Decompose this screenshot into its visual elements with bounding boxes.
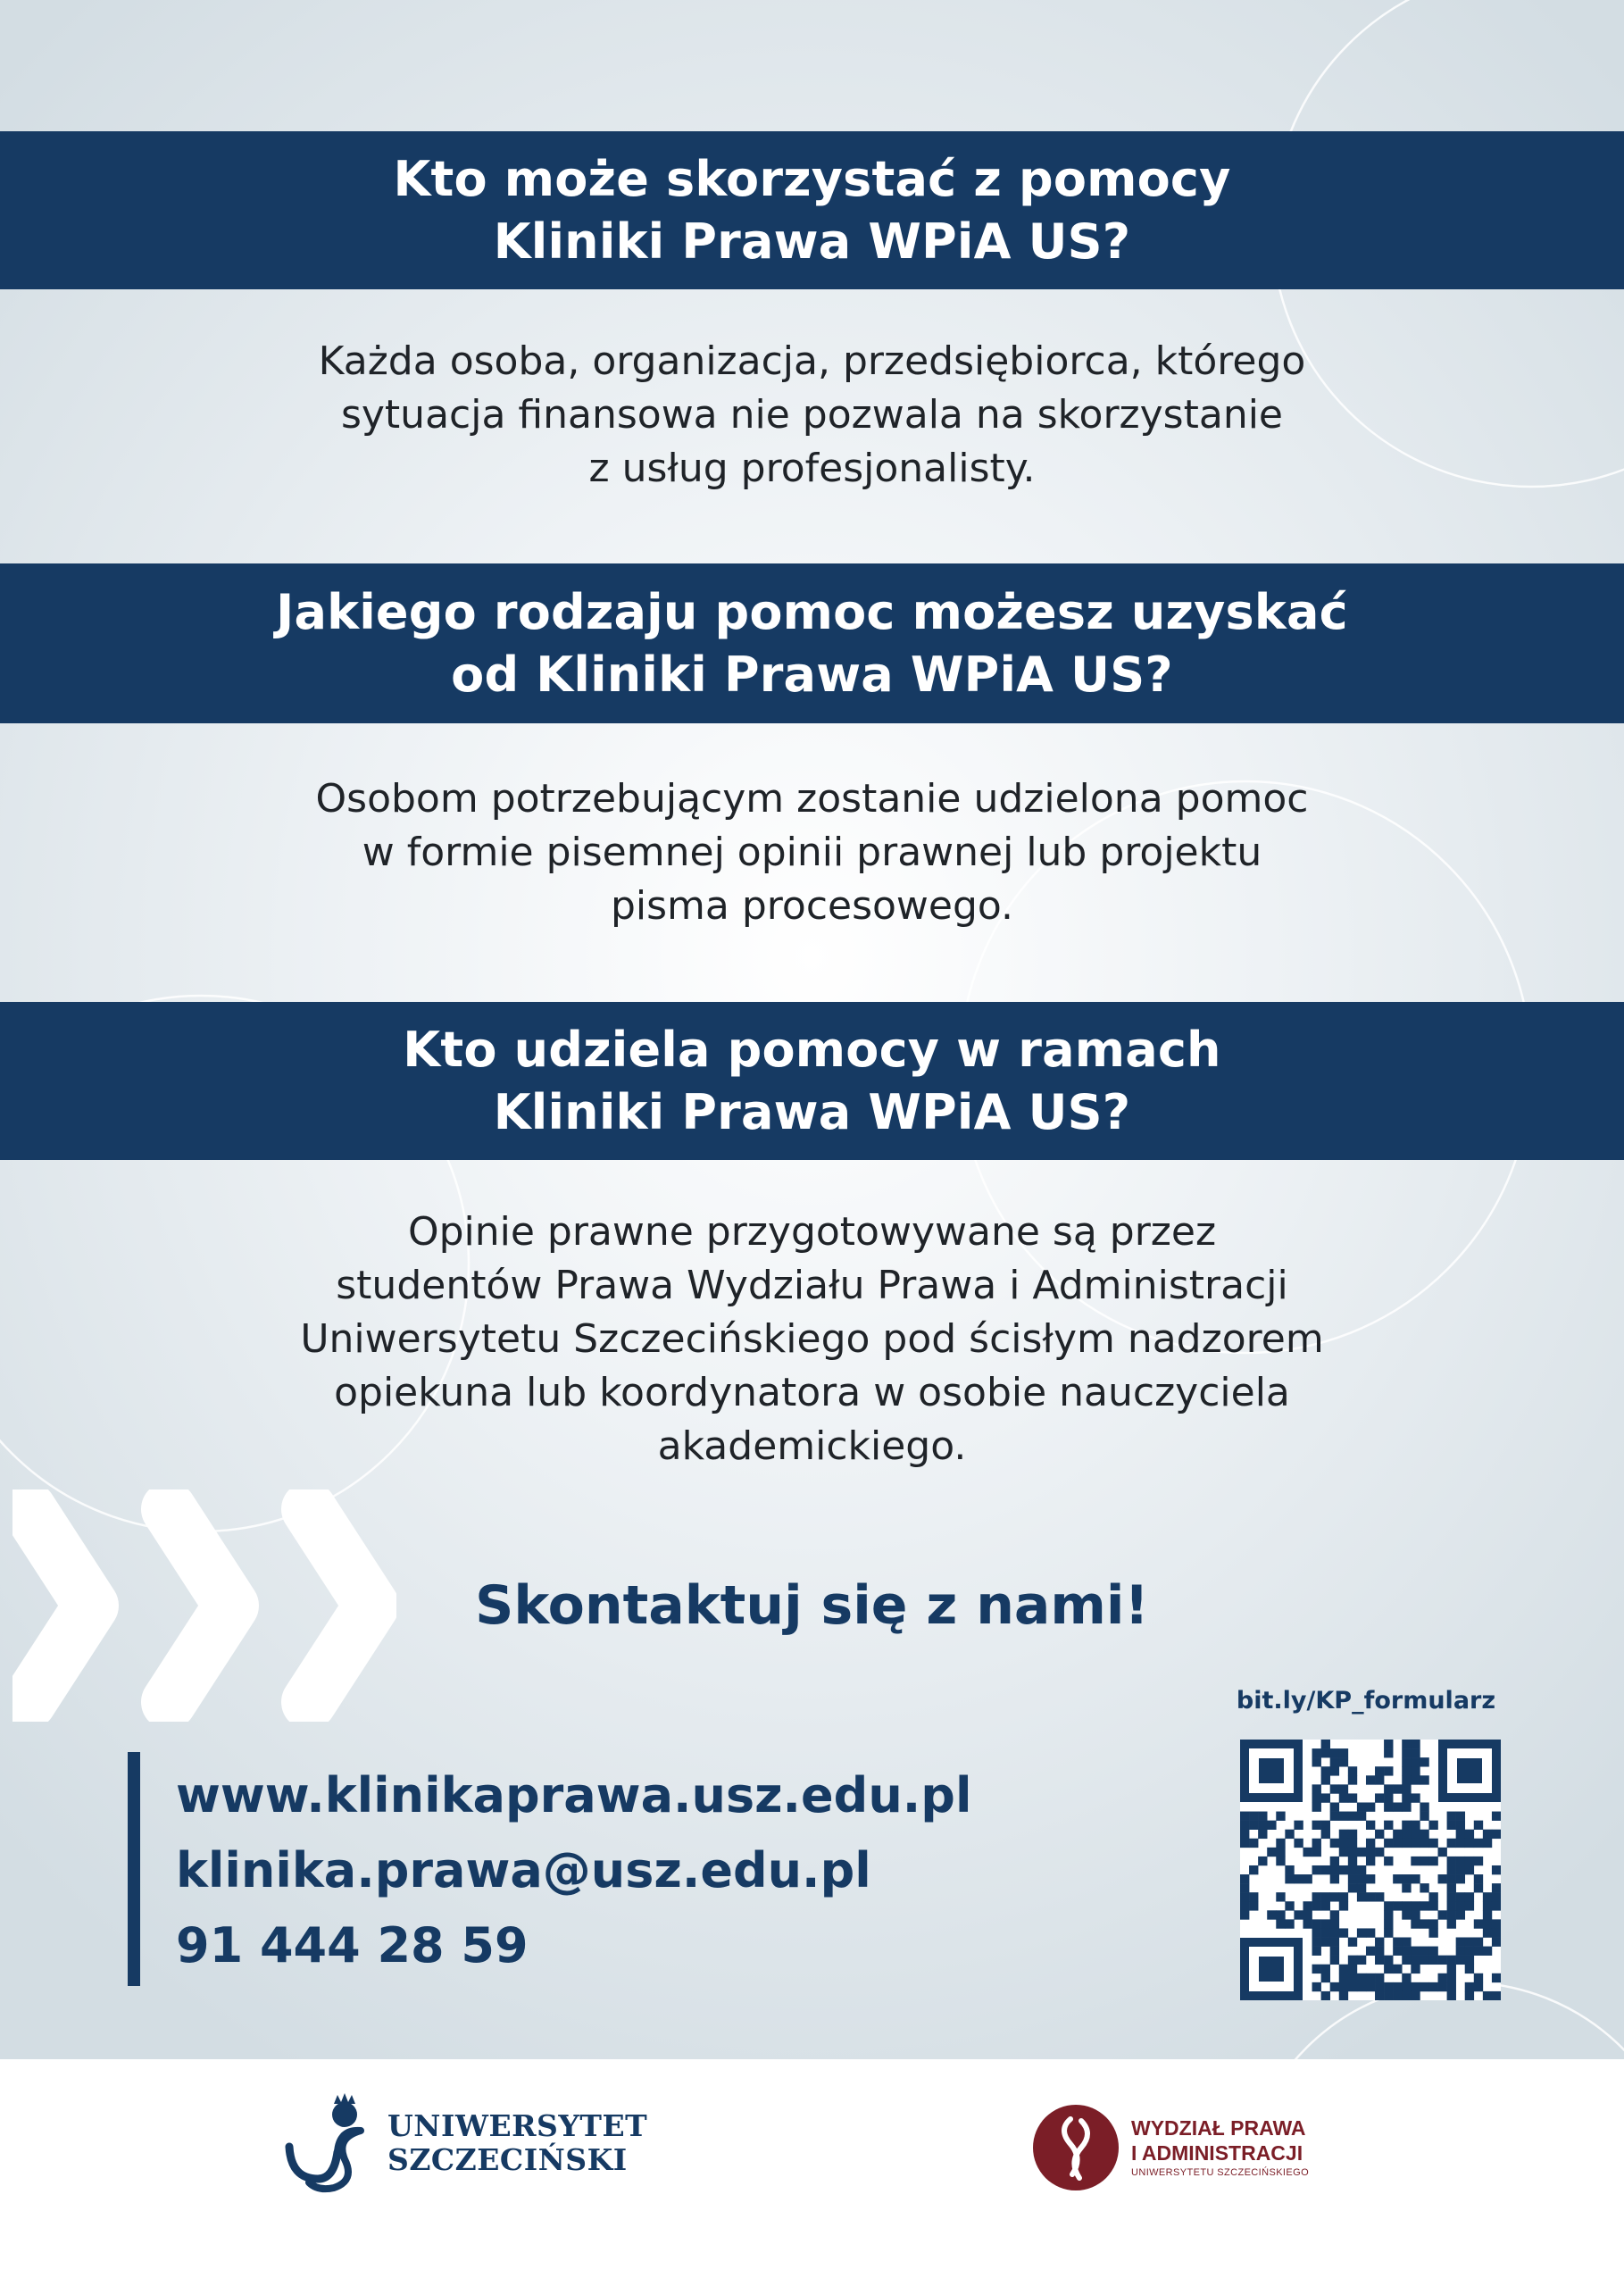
section-1-heading-band	[0, 131, 1624, 289]
university-logo-line-1: UNIWERSYTET	[387, 2108, 648, 2143]
university-logo-line-2: SZCZECIŃSKI	[387, 2142, 628, 2177]
contact-website-link[interactable]: www.klinikaprawa.usz.edu.pl	[176, 1767, 972, 1823]
section-3-body-line-5: akademickiego.	[657, 1423, 967, 1469]
section-1-heading	[393, 148, 1230, 273]
section-1-heading-line-2: Kliniki Prawa WPiA US?	[493, 213, 1131, 270]
section-2-heading-line-1: Jakiego rodzaju pomoc możesz uzyskać	[276, 583, 1348, 640]
faculty-logo-line-1: WYDZIAŁ PRAWA	[1131, 2116, 1306, 2140]
university-logo[interactable]	[282, 2090, 657, 2197]
contact-email-link[interactable]: klinika.prawa@usz.edu.pl	[176, 1842, 871, 1898]
section-2-heading	[276, 581, 1348, 706]
university-crest-icon	[282, 2093, 380, 2193]
section-3-body-line-1: Opinie prawne przygotowywane są przez	[407, 1209, 1217, 1255]
section-3-body-line-2: studentów Prawa Wydziału Prawa i Administracji	[336, 1263, 1288, 1308]
section-2-heading-band	[0, 563, 1624, 723]
section-3-heading-line-1: Kto udziela pomocy w ramach	[403, 1021, 1221, 1078]
faculty-logo[interactable]	[1031, 2099, 1406, 2197]
section-3-body	[134, 1206, 1490, 1473]
faculty-emblem-icon	[1031, 2103, 1120, 2192]
section-2-body-line-1: Osobom potrzebującym zostanie udzielona pomoc	[315, 776, 1309, 822]
section-3-heading-band	[0, 1002, 1624, 1160]
section-2-heading-line-2: od Kliniki Prawa WPiA US?	[451, 646, 1173, 703]
section-3-body-line-4: opiekuna lub koordynatora w osobie nauczyciela	[334, 1370, 1290, 1415]
section-3-body-line-3: Uniwersytetu Szczecińskiego pod ścisłym nadzorem	[300, 1316, 1324, 1362]
faculty-logo-line-2: I ADMINISTRACJI	[1131, 2141, 1303, 2165]
faculty-logo-line-3: UNIWERSYTETU SZCZECIŃSKIEGO	[1131, 2167, 1310, 2178]
contact-accent-bar	[128, 1752, 140, 1986]
section-3-heading-line-2: Kliniki Prawa WPiA US?	[493, 1083, 1131, 1140]
section-2-body	[134, 772, 1490, 933]
qr-code-icon[interactable]	[1240, 1740, 1501, 2000]
section-1-body	[134, 335, 1490, 496]
section-2-body-line-3: pisma procesowego.	[610, 883, 1014, 929]
section-2-body-line-2: w formie pisemnej opinii prawnej lub projektu	[362, 830, 1262, 875]
qr-caption: bit.ly/KP_formularz	[1236, 1687, 1496, 1715]
section-1-body-line-1: Każda osoba, organizacja, przedsiębiorca, którego	[318, 338, 1306, 384]
section-1-body-line-2: sytuacja finansowa nie pozwala na skorzystanie	[340, 392, 1284, 438]
section-1-heading-line-1: Kto może skorzystać z pomocy	[393, 150, 1231, 207]
section-1-body-line-3: z usług profesjonalisty.	[588, 446, 1036, 491]
contact-call-to-action: Skontaktuj się z nami!	[475, 1574, 1149, 1637]
contact-phone[interactable]: 91 444 28 59	[176, 1917, 529, 1973]
section-3-heading	[403, 1019, 1220, 1144]
